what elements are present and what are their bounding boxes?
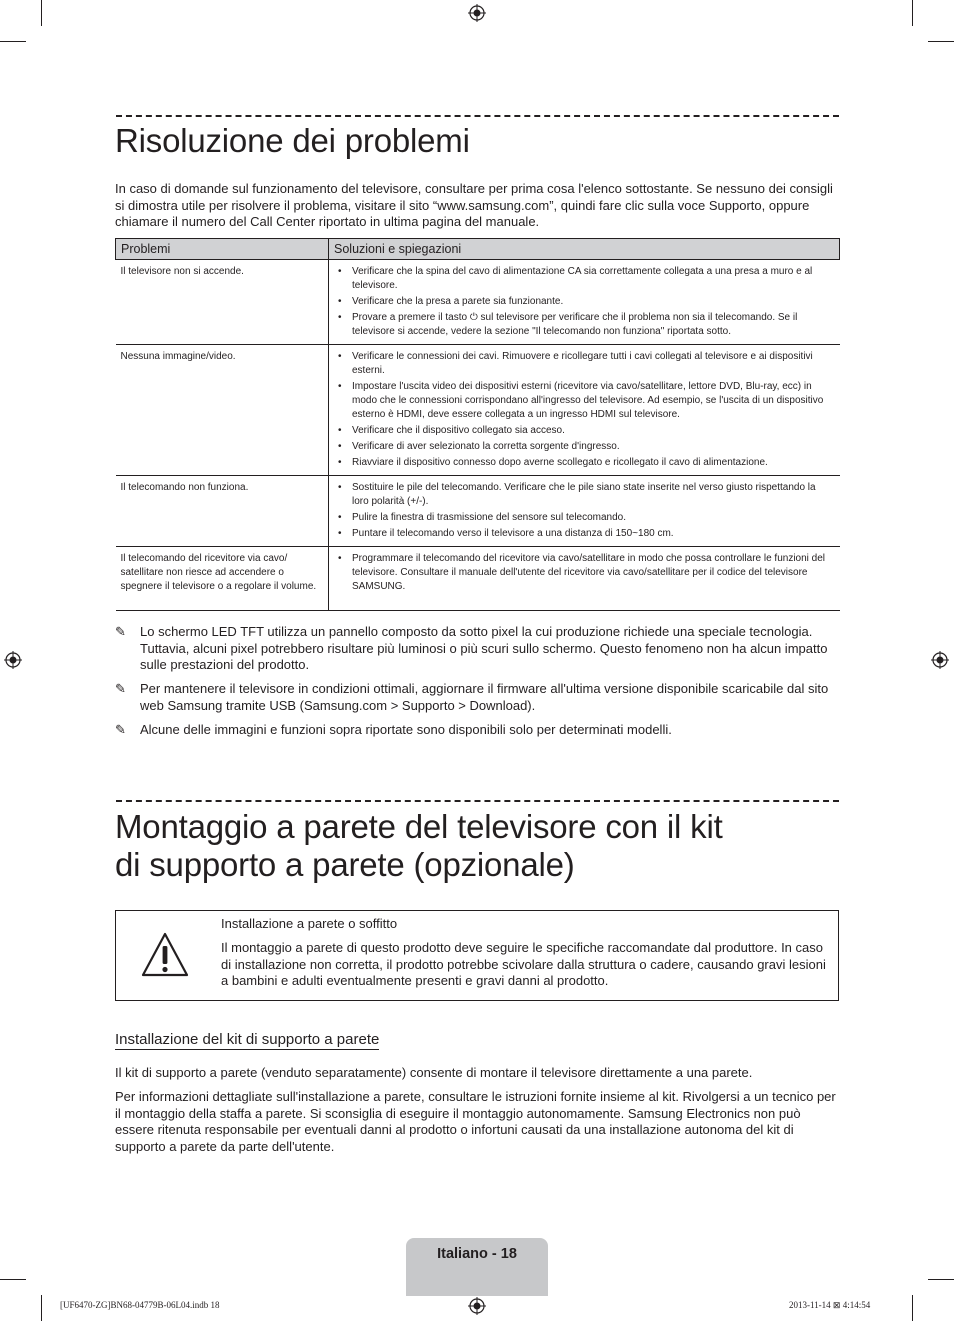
crop-mark <box>0 41 26 42</box>
section-divider <box>116 800 839 802</box>
solution-item: • Verificare che il dispositivo collegato sia acceso. <box>352 424 835 438</box>
crop-mark <box>928 1279 954 1280</box>
note-text: Lo schermo LED TFT utilizza un pannello composto da sotto pixel la cui produzione richiede una speciale tecnologia. Tuttavia, alcuni pixel potrebbero risultare più luminosi o più scuri sullo schermo. Questo fenomeno non ha alcun impatto sulle prestazioni del prodotto. <box>140 624 828 672</box>
table-row <box>116 476 840 547</box>
solutions-cell <box>329 260 840 345</box>
note-text: Alcune delle immagini e funzioni sopra riportate sono disponibili solo per determinati modelli. <box>140 722 672 737</box>
page-number-tab <box>406 1238 548 1296</box>
warning-title: Installazione a parete o soffitto <box>221 916 398 931</box>
warning-triangle-icon <box>140 931 190 979</box>
solution-item: • Programmare il telecomando del ricevitore via cavo/satellitare in modo che possa controllare le funzioni del televisore. Consultare il manuale dell'utente del ricevitore via cavo/satellitare per il codice del televisore SAMSUNG. <box>352 552 835 594</box>
note <box>115 624 840 674</box>
solutions-cell <box>329 476 840 547</box>
crop-mark <box>912 0 913 26</box>
crop-mark <box>41 0 42 26</box>
crop-mark <box>41 1295 42 1321</box>
table-header-problems: Problemi <box>116 239 329 260</box>
solution-item: • Provare a premere il tasto ⏻ sul televisore per verificare che il problema non sia il telecomando. Se il televisore si accende, vedere la sezione "Il telecomando non funziona" riportata sotto. <box>352 311 835 339</box>
section-title: Montaggio a parete del televisore con il kit di supporto a parete (opzionale) <box>115 808 723 883</box>
solution-item: • Riavviare il dispositivo connesso dopo averne scollegato e ricollegato il cavo di alimentazione. <box>352 456 835 470</box>
crop-mark <box>912 1295 913 1321</box>
warning-box <box>115 910 839 1001</box>
table-row <box>116 345 840 476</box>
note <box>115 681 840 714</box>
solution-item: • Puntare il telecomando verso il televisore a una distanza di 150~180 cm. <box>352 527 835 541</box>
solution-item: • Verificare che la presa a parete sia funzionante. <box>352 295 835 309</box>
section-title: Risoluzione dei problemi <box>115 122 470 159</box>
paragraph: Per informazioni dettagliate sull'installazione a parete, consultare le istruzioni fornite insieme al kit. Rivolgersi a un tecnico per il montaggio della staffa a parete. Si sconsiglia di eseguire il montaggio autonomamente. Samsung Electronics non può essere ritenuta responsabile per eventuali danni al prodotto o infortuni causati da una installazione autonoma del kit di supporto a parete da parte dell'utente. <box>115 1089 836 1154</box>
registration-mark-icon <box>468 1297 486 1315</box>
solution-item: • Sostituire le pile del telecomando. Verificare che le pile siano state inserite nel verso giusto rispettando la loro polarità (+/-). <box>352 481 835 509</box>
pencil-note-icon: ✎ <box>115 681 126 696</box>
problem-cell: Il telecomando del ricevitore via cavo/ satellitare non riesce ad accendere o spegnere il televisore o a regolare il volume. <box>116 547 329 611</box>
registration-mark-icon <box>468 4 486 22</box>
registration-mark-icon <box>931 651 949 669</box>
table-row <box>116 260 840 345</box>
solutions-cell <box>329 345 840 476</box>
paragraph: Il kit di supporto a parete (venduto separatamente) consente di montare il televisore direttamente a una parete. <box>115 1065 753 1080</box>
solution-item: • Verificare che la spina del cavo di alimentazione CA sia correttamente collegata a una presa a muro e al televisore. <box>352 265 835 293</box>
table-row <box>116 547 840 611</box>
solutions-cell <box>329 547 840 611</box>
table-header-solutions: Soluzioni e spiegazioni <box>329 239 840 260</box>
footer-file-info: [UF6470-ZG]BN68-04779B-06L04.indb 18 <box>60 1300 220 1310</box>
solution-item: • Impostare l'uscita video dei dispositivi esterni (ricevitore via cavo/satellitare, lettore DVD, Blu-ray, ecc) in modo che le connessioni corrispondano all'ingresso del televisore. Ad esempio, se l'uscita di un dispositivo esterno è HDMI, deve essere collegata a un ingresso HDMI sul televisore. <box>352 380 835 422</box>
warning-text: Il montaggio a parete di questo prodotto deve seguire le specifiche raccomandate dal produttore. In caso di installazione non corretta, il prodotto potrebbe scivolare dalla struttura o cadere, causando gravi lesioni a bambini e adulti eventualmente presenti e gravi danni al prodotto. <box>221 940 826 988</box>
crop-mark <box>928 41 954 42</box>
note-text: Per mantenere il televisore in condizioni ottimali, aggiornare il firmware all'ultima versione disponibile scaricabile dal sito web Samsung tramite USB (Samsung.com > Supporto > Download). <box>140 681 829 713</box>
solution-item: • Verificare di aver selezionato la corretta sorgente d'ingresso. <box>352 440 835 454</box>
intro-paragraph: In caso di domande sul funzionamento del televisore, consultare per prima cosa l'elenco sottostante. Se nessuno dei consigli si dimostra utile per risolvere il problema, visitare il sito “www.samsung.com”, quindi fare clic sulla voce Supporto, oppure chiamare il numero del Call Center riportato in ultima pagina del manuale. <box>115 181 833 229</box>
problem-cell: Il televisore non si accende. <box>116 260 329 345</box>
problem-cell: Nessuna immagine/video. <box>116 345 329 476</box>
subheading: Installazione del kit di supporto a parete <box>115 1031 380 1048</box>
registration-mark-icon <box>4 651 22 669</box>
troubleshooting-table <box>115 238 840 611</box>
problem-cell: Il telecomando non funziona. <box>116 476 329 547</box>
note <box>115 722 840 739</box>
solution-item: • Pulire la finestra di trasmissione del sensore sul telecomando. <box>352 511 835 525</box>
footer-datetime: 2013-11-14 ⊠ 4:14:54 <box>789 1300 871 1310</box>
pencil-note-icon: ✎ <box>115 722 126 737</box>
section-divider <box>116 115 839 117</box>
solution-item: • Verificare le connessioni dei cavi. Rimuovere e ricollegare tutti i cavi collegati al televisore e ai dispositivi esterni. <box>352 350 835 378</box>
pencil-note-icon: ✎ <box>115 624 126 639</box>
page-number: Italiano - 18 <box>437 1246 517 1262</box>
crop-mark <box>0 1279 26 1280</box>
